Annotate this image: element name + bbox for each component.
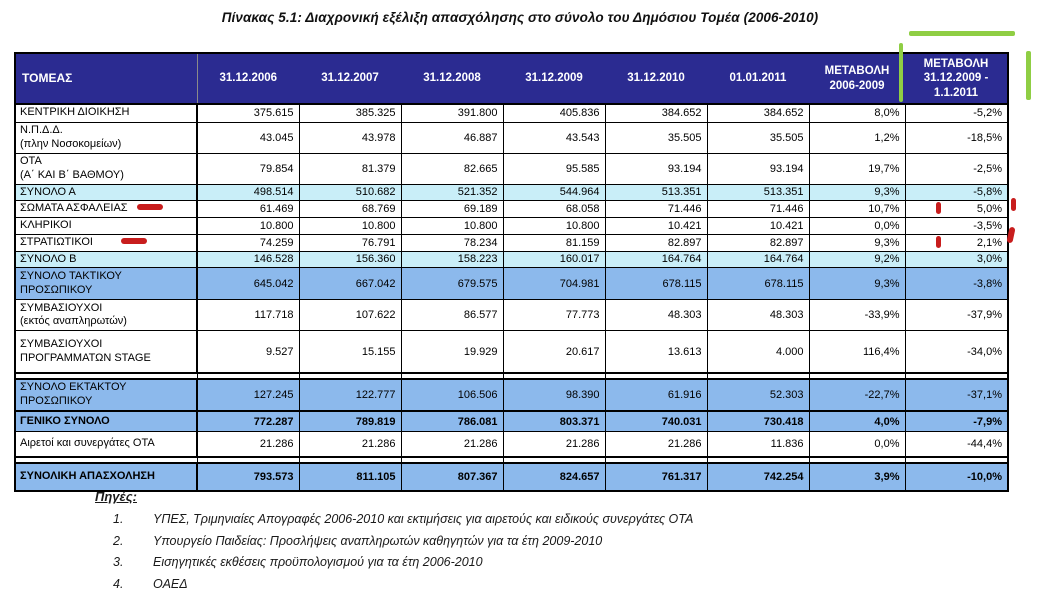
value-cell: 3,0% [905,251,1008,268]
value-cell: 95.585 [503,153,605,184]
value-cell: 117.718 [197,300,299,331]
value-cell: 48.303 [605,300,707,331]
value-cell: 811.105 [299,463,401,491]
value-cell: 405.836 [503,104,605,122]
source-number: 2. [113,533,124,548]
value-cell: 803.371 [503,411,605,432]
table-header [15,53,1008,104]
value-cell: -22,7% [809,379,905,411]
value-cell: 667.042 [299,268,401,300]
table-title: Πίνακας 5.1: Διαχρονική εξέλιξη απασχόλησης στο σύνολο του Δημόσιου Τομέα (2006-2010) [221,10,819,25]
row-label-cell [15,201,197,218]
value-cell: 146.528 [197,251,299,268]
column-header: 31.12.2006 [197,53,299,104]
value-cell: -18,5% [905,122,1008,153]
value-cell: 824.657 [503,463,605,491]
value-cell: 78.234 [401,234,503,251]
value-cell: 10.800 [401,218,503,235]
value-cell: 164.764 [605,251,707,268]
source-item [95,574,995,596]
value-cell: 43.543 [503,122,605,153]
value-cell: 35.505 [707,122,809,153]
row-label-line2: (πλην Νοσοκομείων) [20,137,122,150]
value-cell: 4.000 [707,331,809,373]
row-label-cell [15,463,197,491]
sources-section [95,489,995,595]
value-cell: 513.351 [707,184,809,201]
value-cell: 71.446 [605,201,707,218]
value-cell: -7,9% [905,411,1008,432]
value-cell: 93.194 [605,153,707,184]
value-cell: 82.897 [605,234,707,251]
row-label: ΣΤΡΑΤΙΩΤΙΚΟΙ [20,235,93,248]
value-cell: 61.916 [605,379,707,411]
row-label-cell [15,331,197,373]
table-row [15,122,1008,153]
value-cell: 79.854 [197,153,299,184]
value-cell: 20.617 [503,331,605,373]
value-cell: 730.418 [707,411,809,432]
value-cell: 76.791 [299,234,401,251]
source-text: Υπουργείο Παιδείας: Προσλήψεις αναπληρωτών καθηγητών για τα έτη 2009-2010 [153,533,603,548]
value-cell: 0,0% [809,218,905,235]
value-cell: -2,5% [905,153,1008,184]
row-label-cell [15,379,197,411]
value-cell: -34,0% [905,331,1008,373]
value-cell: 645.042 [197,268,299,300]
sources-heading: Πηγές: [95,489,137,504]
value-cell: 86.577 [401,300,503,331]
value-cell: 772.287 [197,411,299,432]
value-cell: 19,7% [809,153,905,184]
column-header: 01.01.2011 [707,53,809,104]
value-cell: 3,9% [809,463,905,491]
value-cell: 122.777 [299,379,401,411]
row-label-cell [15,184,197,201]
value-cell: 68.769 [299,201,401,218]
value-cell: 81.379 [299,153,401,184]
row-label: ΣΥΝΟΛΟ ΤΑΚΤΙΚΟΥ [20,270,122,282]
value-cell: 9,3% [809,184,905,201]
value-cell: 761.317 [605,463,707,491]
source-number: 3. [113,555,124,569]
value-cell: 9,2% [809,251,905,268]
value-cell: 384.652 [605,104,707,122]
row-label-cell [15,300,197,331]
value-cell: 2,1% [905,234,1008,251]
value-cell: 68.058 [503,201,605,218]
value-cell: 21.286 [503,432,605,457]
value-cell: 77.773 [503,300,605,331]
table-row [15,331,1008,373]
table-row [15,463,1008,491]
row-label: ΣΥΝΟΛΟ Β [20,252,77,265]
value-cell: 46.887 [401,122,503,153]
value-cell: 10.421 [707,218,809,235]
source-text: ΟΑΕΔ [153,576,188,591]
row-label-cell [15,234,197,251]
value-cell: 678.115 [605,268,707,300]
row-label-cell [15,104,197,122]
red-annotation-tick [936,236,941,248]
source-text: Εισηγητικές εκθέσεις προϋπολογισμού για τα έτη 2006-2010 [153,555,483,569]
value-cell: 43.978 [299,122,401,153]
source-item [95,509,995,531]
value-cell: -10,0% [905,463,1008,491]
value-cell: 544.964 [503,184,605,201]
employment-table [14,52,1009,492]
value-cell: -37,9% [905,300,1008,331]
value-cell: 0,0% [809,432,905,457]
header-row [15,53,1008,104]
value-cell: 5,0% [905,201,1008,218]
value-cell: 10.800 [503,218,605,235]
value-cell: 164.764 [707,251,809,268]
value-cell: 21.286 [197,432,299,457]
column-header: ΜΕΤΑΒΟΛΗ 31.12.2009 - 1.1.2011 [905,53,1008,104]
column-header: 31.12.2009 [503,53,605,104]
value-cell: 510.682 [299,184,401,201]
red-annotation-dash [137,204,163,210]
value-cell: 807.367 [401,463,503,491]
source-item [95,531,995,553]
red-annotation-dash [121,238,147,244]
row-label: ΚΕΝΤΡΙΚΗ ΔΙΟΙΚΗΣΗ [20,106,130,119]
value-cell: 513.351 [605,184,707,201]
value-cell: 116,4% [809,331,905,373]
row-label-cell [15,432,197,457]
source-number: 4. [113,576,124,591]
value-cell: 1,2% [809,122,905,153]
value-cell: 10.421 [605,218,707,235]
value-cell: 742.254 [707,463,809,491]
value-cell: 9.527 [197,331,299,373]
value-cell: 678.115 [707,268,809,300]
value-cell: 127.245 [197,379,299,411]
green-highlight-underline [909,31,1015,36]
value-cell: 21.286 [299,432,401,457]
table-row [15,432,1008,457]
value-cell: 19.929 [401,331,503,373]
value-cell: 704.981 [503,268,605,300]
row-label: ΣΥΝΟΛΟ Α [20,185,76,198]
row-label: Αιρετοί και συνεργάτες ΟΤΑ [20,437,155,450]
column-header: ΜΕΤΑΒΟΛΗ 2006-2009 [809,53,905,104]
value-cell: 4,0% [809,411,905,432]
value-cell: 15.155 [299,331,401,373]
value-cell: 158.223 [401,251,503,268]
row-label: ΣΩΜΑΤΑ ΑΣΦΑΛΕΙΑΣ [20,202,128,215]
table-row [15,184,1008,201]
value-cell: 384.652 [707,104,809,122]
row-label: ΚΛΗΡΙΚΟΙ [20,219,72,231]
row-label: ΟΤΑ [20,154,42,167]
column-header: ΤΟΜΕΑΣ [15,53,197,104]
value-cell: 93.194 [707,153,809,184]
table-row [15,218,1008,235]
table-row [15,104,1008,122]
row-label-cell [15,122,197,153]
value-cell: 21.286 [401,432,503,457]
value-cell: 789.819 [299,411,401,432]
value-cell: 160.017 [503,251,605,268]
value-cell: -3,8% [905,268,1008,300]
value-cell: 11.836 [707,432,809,457]
row-label: Ν.Π.Δ.Δ. [20,123,63,136]
table-row [15,201,1008,218]
value-cell: 48.303 [707,300,809,331]
table-row [15,300,1008,331]
column-header: 31.12.2008 [401,53,503,104]
value-cell: 10.800 [197,218,299,235]
row-label-line2: ΠΡΟΓΡΑΜΜΑΤΩΝ STAGE [20,351,151,364]
green-highlight-left-bar [899,43,903,102]
value-cell: 9,3% [809,234,905,251]
value-cell: -5,8% [905,184,1008,201]
value-cell: 35.505 [605,122,707,153]
value-cell: 69.189 [401,201,503,218]
value-cell: 156.360 [299,251,401,268]
source-item [95,552,995,574]
value-cell: 521.352 [401,184,503,201]
row-label-cell [15,153,197,184]
table-row [15,411,1008,432]
value-cell: 679.575 [401,268,503,300]
value-cell: 82.665 [401,153,503,184]
row-label-cell [15,251,197,268]
row-label-cell [15,218,197,235]
value-cell: 107.622 [299,300,401,331]
value-cell: 391.800 [401,104,503,122]
column-header: 31.12.2007 [299,53,401,104]
row-label-line2: (εκτός αναπληρωτών) [20,315,127,328]
value-cell: 106.506 [401,379,503,411]
table-row [15,268,1008,300]
table-row [15,234,1008,251]
value-cell: 740.031 [605,411,707,432]
value-cell: 74.259 [197,234,299,251]
source-text: ΥΠΕΣ, Τριμηνιαίες Απογραφές 2006-2010 και εκτιμήσεις για αιρετούς και ειδικούς συνεργάτες ΟΤΑ [153,512,694,526]
row-label-line2: ΠΡΟΣΩΠΙΚΟΥ [20,394,93,407]
value-cell: -5,2% [905,104,1008,122]
value-cell: 385.325 [299,104,401,122]
value-cell: 375.615 [197,104,299,122]
table-row [15,153,1008,184]
row-label: ΣΥΜΒΑΣΙΟΥΧΟΙ [20,337,103,350]
row-label-line2: ΠΡΟΣΩΠΙΚΟΥ [20,283,93,296]
value-cell: 9,3% [809,268,905,300]
value-cell: 786.081 [401,411,503,432]
value-cell: 10.800 [299,218,401,235]
row-label: ΣΥΝΟΛΟ ΕΚΤΑΚΤΟΥ [20,381,127,393]
value-cell: 98.390 [503,379,605,411]
value-cell: 13.613 [605,331,707,373]
column-header: 31.12.2010 [605,53,707,104]
row-label-line2: (Α΄ ΚΑΙ Β΄ ΒΑΘΜΟΥ) [20,168,124,181]
value-cell: -44,4% [905,432,1008,457]
sources-list [95,509,995,595]
value-cell: 43.045 [197,122,299,153]
row-label: ΣΥΜΒΑΣΙΟΥΧΟΙ [20,301,103,314]
value-cell: 52.303 [707,379,809,411]
row-label: ΓΕΝΙΚΟ ΣΥΝΟΛΟ [20,414,110,427]
value-cell: 8,0% [809,104,905,122]
table-row [15,379,1008,411]
value-cell: -3,5% [905,218,1008,235]
value-cell: -37,1% [905,379,1008,411]
row-label-cell [15,411,197,432]
red-annotation-tick-somata [1011,198,1016,211]
red-annotation-tick [936,202,941,214]
value-cell: 61.469 [197,201,299,218]
row-label-cell [15,268,197,300]
row-label: ΣΥΝΟΛΙΚΗ ΑΠΑΣΧΟΛΗΣΗ [20,469,155,482]
value-cell: -33,9% [809,300,905,331]
source-number: 1. [113,512,124,526]
value-cell: 81.159 [503,234,605,251]
value-cell: 498.514 [197,184,299,201]
value-cell: 71.446 [707,201,809,218]
value-cell: 793.573 [197,463,299,491]
table-row [15,251,1008,268]
value-cell: 21.286 [605,432,707,457]
value-cell: 82.897 [707,234,809,251]
table-body [15,104,1008,491]
value-cell: 10,7% [809,201,905,218]
green-highlight-right-bar [1026,51,1031,100]
